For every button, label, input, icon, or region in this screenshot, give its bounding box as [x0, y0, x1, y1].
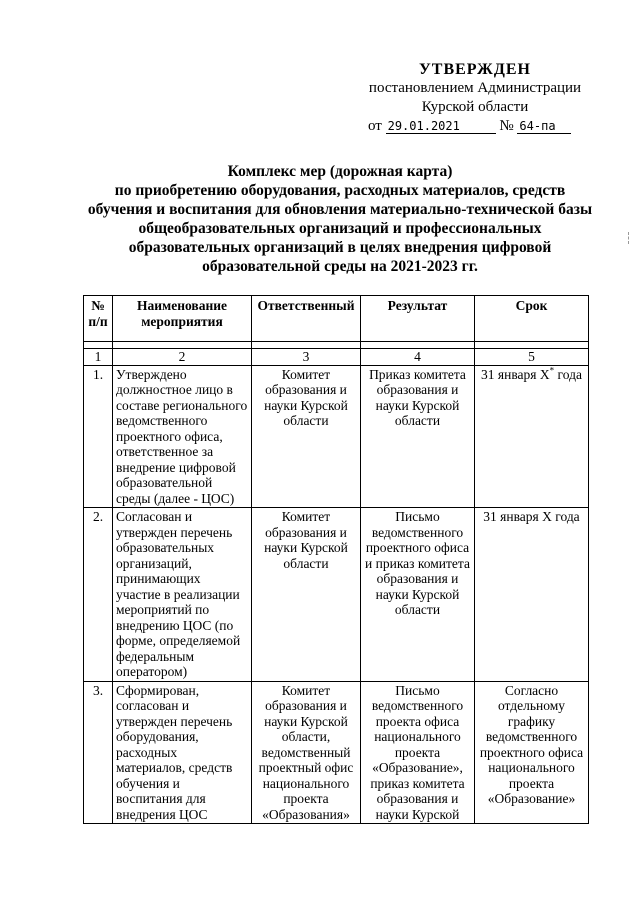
row-result: Письмо ведомственного проектного офиса и приказ комитета образования и науки Курской области	[361, 508, 475, 682]
spacer-cell	[361, 342, 475, 349]
document-title	[50, 162, 630, 276]
row-responsible: Комитет образования и науки Курской области, ведомственный проектный офис национального проекта «Образования»	[252, 681, 361, 824]
deadline-text: 31 января X года	[483, 509, 580, 524]
title-line: общеобразовательных организаций и профессиональных	[138, 220, 542, 237]
deadline-text: Согласно отдельному графику ведомственного проектного офиса национального проекта «Образование»	[479, 682, 584, 806]
title-line: обучения и воспитания для обновления материально-технической базы	[87, 201, 593, 218]
approval-date: 29.01.2021	[386, 119, 496, 134]
column-number: 3	[252, 349, 361, 366]
approval-title: УТВЕРЖДЕН	[419, 61, 531, 78]
deadline-text: 31 января X	[481, 366, 550, 382]
table-row	[84, 508, 589, 682]
header-result: Результат	[361, 296, 475, 342]
row-responsible: Комитет образования и науки Курской области	[252, 365, 361, 508]
title-line: образовательной среды на 2021-2023 гг.	[202, 258, 478, 275]
header-responsible: Ответственный	[252, 296, 361, 342]
header-name: Наименование мероприятия	[113, 296, 252, 342]
deadline-tail: года	[554, 366, 582, 382]
column-number: 4	[361, 349, 475, 366]
row-deadline	[475, 508, 589, 682]
approval-from-label: от	[368, 118, 382, 134]
table-spacer-row	[84, 342, 589, 349]
row-name: Согласован и утвержден перечень образовательных организаций, принимающих участие в реализации мероприятий по внедрению ЦОС (по форме, определяемой федеральным оператором)	[113, 508, 252, 682]
row-num: 3.	[84, 681, 113, 824]
row-num: 2.	[84, 508, 113, 682]
row-deadline	[475, 681, 589, 824]
approval-number-label: №	[499, 118, 514, 134]
approval-date-line	[360, 117, 590, 136]
title-line: по приобретению оборудования, расходных материалов, средств	[114, 182, 566, 199]
column-number-row	[84, 349, 589, 366]
row-result: Приказ комитета образования и науки Курской области	[361, 365, 475, 508]
column-number: 1	[84, 349, 113, 366]
title-line: Комплекс мер (дорожная карта)	[227, 163, 453, 180]
approval-line-2: Курской области	[421, 99, 529, 115]
title-line: образовательных организаций в целях внедрения цифровой	[128, 239, 552, 256]
table-row	[84, 681, 589, 824]
column-number: 5	[475, 349, 589, 366]
spacer-cell	[84, 342, 113, 349]
table-header-row	[84, 296, 589, 342]
row-name: Сформирован, согласован и утвержден перечень оборудования, расходных материалов, средств обучения и воспитания для внедрения ЦОС	[113, 681, 252, 824]
approval-line-1: постановлением Администрации	[368, 80, 582, 96]
roadmap-table	[83, 295, 589, 824]
row-deadline	[475, 365, 589, 508]
spacer-cell	[475, 342, 589, 349]
row-name: Утверждено должностное лицо в составе регионального ведомственного проектного офиса, ответственное за внедрение цифровой образовательной среды (далее - ЦОС)	[113, 365, 252, 508]
column-number: 2	[113, 349, 252, 366]
spacer-cell	[113, 342, 252, 349]
approval-number: 64-па	[517, 119, 571, 134]
header-num: № п/п	[84, 296, 113, 342]
row-result: Письмо ведомственного проекта офиса национального проекта «Образование», приказ комитета образования и науки Курской	[361, 681, 475, 824]
row-num: 1.	[84, 365, 113, 508]
approval-stamp	[360, 60, 590, 136]
table-row	[84, 365, 589, 508]
page-edge-mark	[628, 232, 632, 244]
spacer-cell	[252, 342, 361, 349]
header-deadline: Срок	[475, 296, 589, 342]
row-responsible: Комитет образования и науки Курской области	[252, 508, 361, 682]
deadline-footnote-mark: *	[549, 365, 555, 375]
